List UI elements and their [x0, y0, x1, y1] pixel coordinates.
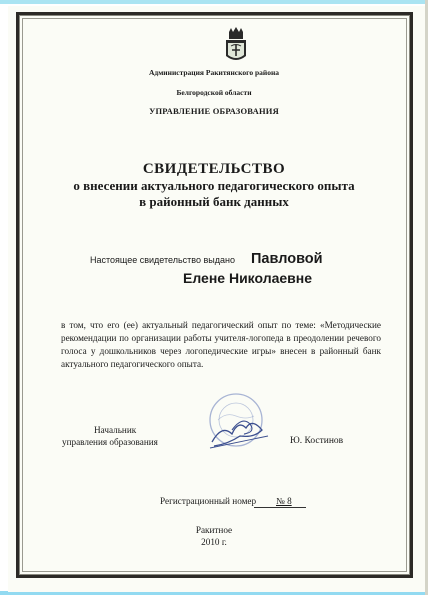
administration-name: Администрация Ракитянского района: [148, 68, 280, 77]
signer-position-line2: управления образования: [62, 437, 158, 447]
registration-number: № 8: [276, 496, 292, 506]
registration-underline: [254, 507, 306, 508]
recipient-name: Елене Николаевне: [183, 270, 313, 286]
certificate-subtitle-1: о внесении актуального педагогического опыта: [73, 178, 355, 193]
signer-position-line1: Начальник: [94, 425, 137, 435]
issued-to-label: Настоящее свидетельство выдано: [90, 255, 235, 265]
certificate-subtitle-2: в районный банк данных: [139, 194, 289, 209]
recipient-surname: Павловой: [251, 251, 323, 267]
official-stamp-and-signature: [192, 390, 284, 470]
issue-city: Ракитное: [195, 525, 233, 535]
certificate-title: СВИДЕТЕЛЬСТВО: [142, 161, 286, 177]
scan-edge-top: [0, 0, 428, 4]
signer-name: Ю. Костинов: [290, 436, 344, 446]
issue-year: 2010 г.: [201, 537, 227, 547]
coat-of-arms-icon: [224, 26, 248, 66]
region-name: Белгородской области: [176, 88, 252, 97]
registration-label: Регистрационный номер: [160, 496, 257, 506]
certificate-body-text: в том, что его (ее) актуальный педагогический опыт по теме: «Методические рекомендации по организации работы учителя-логопеда в преодолении речевого голоса у дошкольников через логопедические игры» внесен в районный банк актуального педагогического опыта.: [61, 320, 381, 369]
department-name: УПРАВЛЕНИЕ ОБРАЗОВАНИЯ: [149, 106, 279, 116]
